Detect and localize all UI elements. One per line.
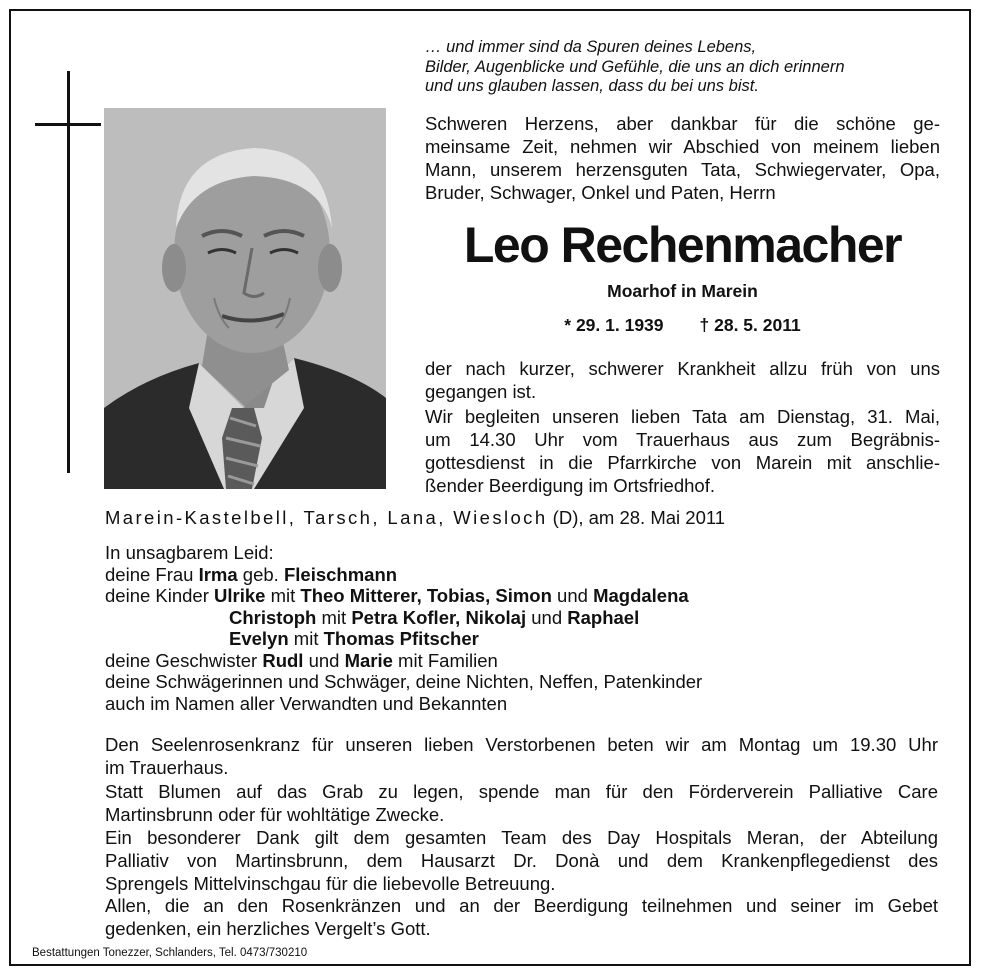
family-list [105,542,702,714]
text-line: der nach kurzer, schwerer Krankheit allzu früh von uns [425,358,940,379]
home-place: Moarhof in Marein [607,281,758,301]
family-relatives: auch im Namen aller Verwandten und Bekannten [105,692,508,714]
family-heading: In unsagbarem Leid: [105,542,274,563]
cross-icon [67,71,70,473]
family-children: deine Kinder Ulrike mit Theo Mitterer, Tobias, Simon und Magdalena [105,585,689,606]
text-line: Palliativ von Martinsbrunn, dem Hausarzt Dr. Donà und dem Krankenpflegedienst des [105,850,938,871]
text-line: ßender Beerdigung im Ortsfriedhof. [425,475,715,496]
poem-line: Bilder, Augenblicke und Gefühle, die uns an dich erinnern [425,57,845,76]
family-children-2: Christoph mit Petra Kofler, Nikolaj und Raphael [229,606,640,628]
funeral-home-footer: Bestattungen Tonezzer, Schlanders, Tel. 0473/730210 [32,947,308,959]
rosary-paragraph [105,733,938,779]
poem-line: … und immer sind da Spuren deines Lebens, [425,38,757,56]
text-line: Statt Blumen auf das Grab zu legen, spende man für den Förderverein Palliative Care [105,781,938,802]
location-date: (D), am 28. Mai 2011 [547,507,726,528]
family-children-3: Evelyn mit Thomas Pfitscher [229,628,479,649]
location-date-line [105,506,725,529]
intro-paragraph [425,112,940,204]
text-line: gottesdienst in die Pfarrkirche von Marein mit anschlie- [425,452,940,473]
thanks-paragraph [105,826,938,895]
portrait-photo [104,108,386,489]
text-line: Schweren Herzens, aber dankbar für die schöne ge- [425,113,940,134]
text-line: Bruder, Schwager, Onkel und Paten, Herrn [425,182,776,203]
places: Marein-Kastelbell, Tarsch, Lana, Wiesloch [105,507,548,528]
life-dates [425,314,940,336]
text-line: Mann, unserem herzensguten Tata, Schwiegervater, Opa, [425,159,940,180]
closing-paragraph [105,894,938,940]
family-inlaws: deine Schwägerinnen und Schwäger, deine Nichten, Neffen, Patenkinder [105,671,703,692]
text-line: meinsame Zeit, nehmen wir Abschied von meinem lieben [425,136,940,157]
text-line: Den Seelenrosenkranz für unseren lieben Verstorbenen beten wir am Montag um 19.30 Uhr [105,734,938,755]
text-line: Ein besonderer Dank gilt dem gesamten Team des Day Hospitals Meran, der Abteilung [105,827,938,848]
birth-date: * 29. 1. 1939 [564,315,664,335]
text-line: Martinsbrunn oder für wohltätige Zwecke. [105,804,445,825]
family-wife: deine Frau Irma geb. Fleischmann [105,563,398,585]
family-siblings: deine Geschwister Rudl und Marie mit Familien [105,649,498,671]
text-line: Allen, die an den Rosenkränzen und an der Beerdigung teilnehmen und seiner im Gebet [105,895,938,916]
flowers-paragraph [105,780,938,826]
text-line: um 14.30 Uhr vom Trauerhaus aus zum Begräbnis- [425,429,940,450]
poem [425,38,945,97]
poem-line: und uns glauben lassen, dass du bei uns bist. [425,77,759,95]
text-line: im Trauerhaus. [105,757,229,778]
text-line: Sprengels Mittelvinschgau für die liebevolle Betreuung. [105,873,556,894]
illness-paragraph [425,357,940,403]
cross-icon-bar [35,123,101,126]
funeral-paragraph [425,405,940,497]
text-line: gegangen ist. [425,381,537,402]
deceased-name: Leo Rechenmacher [463,217,902,273]
death-date: † 28. 5. 2011 [699,315,801,335]
text-line: gedenken, ein herzliches Vergelt’s Gott. [105,918,431,939]
text-line: Wir begleiten unseren lieben Tata am Dienstag, 31. Mai, [425,406,940,427]
